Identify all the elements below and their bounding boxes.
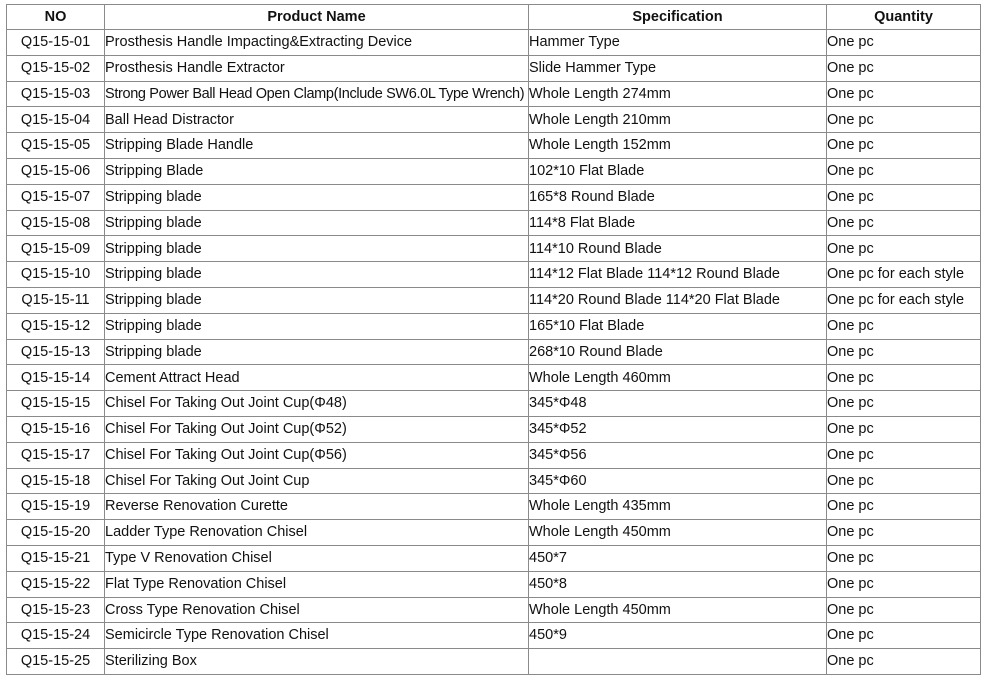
- cell-item-number: Q15-15-24: [7, 623, 105, 649]
- cell-quantity: One pc: [827, 494, 981, 520]
- cell-product-name: Ball Head Distractor: [105, 107, 529, 133]
- table-row: [7, 262, 981, 288]
- cell-quantity: One pc: [827, 571, 981, 597]
- cell-quantity: One pc: [827, 391, 981, 417]
- table-body: [7, 30, 981, 675]
- table-row: [7, 571, 981, 597]
- column-header-quantity: Quantity: [827, 5, 981, 30]
- cell-product-name: Prosthesis Handle Impacting&Extracting Device: [105, 30, 529, 56]
- cell-quantity: One pc for each style: [827, 262, 981, 288]
- table-row: [7, 339, 981, 365]
- table-row: [7, 55, 981, 81]
- cell-product-name: Strong Power Ball Head Open Clamp(Include SW6.0L Type Wrench): [105, 81, 529, 107]
- cell-specification: 268*10 Round Blade: [529, 339, 827, 365]
- cell-product-name: Ladder Type Renovation Chisel: [105, 520, 529, 546]
- cell-quantity: One pc: [827, 597, 981, 623]
- cell-quantity: One pc: [827, 236, 981, 262]
- cell-item-number: Q15-15-19: [7, 494, 105, 520]
- cell-specification: 450*9: [529, 623, 827, 649]
- table-row: [7, 494, 981, 520]
- cell-product-name: Flat Type Renovation Chisel: [105, 571, 529, 597]
- cell-product-name: Stripping blade: [105, 313, 529, 339]
- cell-specification: 450*7: [529, 545, 827, 571]
- cell-item-number: Q15-15-22: [7, 571, 105, 597]
- cell-product-name: Chisel For Taking Out Joint Cup(Φ52): [105, 416, 529, 442]
- cell-specification: Slide Hammer Type: [529, 55, 827, 81]
- cell-product-name: Semicircle Type Renovation Chisel: [105, 623, 529, 649]
- cell-item-number: Q15-15-02: [7, 55, 105, 81]
- cell-quantity: One pc: [827, 416, 981, 442]
- cell-specification: Whole Length 152mm: [529, 133, 827, 159]
- cell-quantity: One pc for each style: [827, 287, 981, 313]
- table-row: [7, 81, 981, 107]
- cell-product-name: Cross Type Renovation Chisel: [105, 597, 529, 623]
- cell-quantity: One pc: [827, 133, 981, 159]
- cell-specification: 165*8 Round Blade: [529, 184, 827, 210]
- cell-product-name: Stripping blade: [105, 262, 529, 288]
- cell-specification: Whole Length 450mm: [529, 520, 827, 546]
- cell-item-number: Q15-15-11: [7, 287, 105, 313]
- cell-item-number: Q15-15-12: [7, 313, 105, 339]
- product-table: [6, 4, 981, 675]
- cell-quantity: One pc: [827, 468, 981, 494]
- table-header-row: [7, 5, 981, 30]
- cell-specification: 114*8 Flat Blade: [529, 210, 827, 236]
- cell-product-name: Chisel For Taking Out Joint Cup(Φ56): [105, 442, 529, 468]
- table-row: [7, 133, 981, 159]
- cell-product-name: Reverse Renovation Curette: [105, 494, 529, 520]
- cell-item-number: Q15-15-01: [7, 30, 105, 56]
- cell-item-number: Q15-15-15: [7, 391, 105, 417]
- cell-specification: 114*12 Flat Blade 114*12 Round Blade: [529, 262, 827, 288]
- cell-specification: 345*Φ52: [529, 416, 827, 442]
- cell-specification: Whole Length 435mm: [529, 494, 827, 520]
- column-header-product-name: Product Name: [105, 5, 529, 30]
- cell-item-number: Q15-15-06: [7, 158, 105, 184]
- cell-specification: 114*10 Round Blade: [529, 236, 827, 262]
- cell-item-number: Q15-15-23: [7, 597, 105, 623]
- cell-product-name: Stripping blade: [105, 287, 529, 313]
- cell-product-name: Type V Renovation Chisel: [105, 545, 529, 571]
- cell-product-name: Prosthesis Handle Extractor: [105, 55, 529, 81]
- cell-specification: 102*10 Flat Blade: [529, 158, 827, 184]
- column-header-no: NO: [7, 5, 105, 30]
- cell-product-name: Chisel For Taking Out Joint Cup(Φ48): [105, 391, 529, 417]
- cell-item-number: Q15-15-10: [7, 262, 105, 288]
- cell-product-name: Cement Attract Head: [105, 365, 529, 391]
- table-row: [7, 184, 981, 210]
- table-row: [7, 313, 981, 339]
- cell-quantity: One pc: [827, 520, 981, 546]
- cell-specification: 165*10 Flat Blade: [529, 313, 827, 339]
- cell-item-number: Q15-15-07: [7, 184, 105, 210]
- cell-product-name: Chisel For Taking Out Joint Cup: [105, 468, 529, 494]
- cell-item-number: Q15-15-17: [7, 442, 105, 468]
- table-row: [7, 365, 981, 391]
- cell-product-name: Stripping Blade Handle: [105, 133, 529, 159]
- table-row: [7, 30, 981, 56]
- table-row: [7, 107, 981, 133]
- cell-item-number: Q15-15-18: [7, 468, 105, 494]
- cell-specification: 450*8: [529, 571, 827, 597]
- cell-quantity: One pc: [827, 545, 981, 571]
- table-row: [7, 623, 981, 649]
- table-row: [7, 416, 981, 442]
- cell-product-name: Sterilizing Box: [105, 649, 529, 675]
- table-row: [7, 520, 981, 546]
- cell-item-number: Q15-15-25: [7, 649, 105, 675]
- cell-item-number: Q15-15-08: [7, 210, 105, 236]
- cell-product-name: Stripping blade: [105, 210, 529, 236]
- cell-quantity: One pc: [827, 210, 981, 236]
- cell-quantity: One pc: [827, 313, 981, 339]
- cell-item-number: Q15-15-13: [7, 339, 105, 365]
- table-row: [7, 210, 981, 236]
- cell-quantity: One pc: [827, 30, 981, 56]
- cell-item-number: Q15-15-09: [7, 236, 105, 262]
- cell-item-number: Q15-15-21: [7, 545, 105, 571]
- cell-specification: 345*Φ48: [529, 391, 827, 417]
- cell-specification: 114*20 Round Blade 114*20 Flat Blade: [529, 287, 827, 313]
- cell-quantity: One pc: [827, 365, 981, 391]
- cell-specification: Whole Length 274mm: [529, 81, 827, 107]
- cell-specification: [529, 649, 827, 675]
- cell-specification: 345*Φ60: [529, 468, 827, 494]
- table-row: [7, 649, 981, 675]
- table-row: [7, 391, 981, 417]
- table-row: [7, 597, 981, 623]
- cell-product-name: Stripping Blade: [105, 158, 529, 184]
- table-row: [7, 236, 981, 262]
- cell-item-number: Q15-15-20: [7, 520, 105, 546]
- cell-item-number: Q15-15-03: [7, 81, 105, 107]
- cell-quantity: One pc: [827, 649, 981, 675]
- table-row: [7, 545, 981, 571]
- cell-specification: Whole Length 210mm: [529, 107, 827, 133]
- table-row: [7, 287, 981, 313]
- cell-quantity: One pc: [827, 158, 981, 184]
- cell-quantity: One pc: [827, 107, 981, 133]
- table-row: [7, 442, 981, 468]
- cell-product-name: Stripping blade: [105, 339, 529, 365]
- cell-specification: Whole Length 450mm: [529, 597, 827, 623]
- cell-quantity: One pc: [827, 81, 981, 107]
- column-header-specification: Specification: [529, 5, 827, 30]
- cell-specification: Whole Length 460mm: [529, 365, 827, 391]
- cell-item-number: Q15-15-16: [7, 416, 105, 442]
- cell-quantity: One pc: [827, 184, 981, 210]
- cell-item-number: Q15-15-04: [7, 107, 105, 133]
- cell-quantity: One pc: [827, 623, 981, 649]
- cell-specification: 345*Φ56: [529, 442, 827, 468]
- cell-item-number: Q15-15-14: [7, 365, 105, 391]
- table-row: [7, 468, 981, 494]
- cell-specification: Hammer Type: [529, 30, 827, 56]
- cell-quantity: One pc: [827, 339, 981, 365]
- cell-product-name: Stripping blade: [105, 236, 529, 262]
- cell-quantity: One pc: [827, 442, 981, 468]
- cell-item-number: Q15-15-05: [7, 133, 105, 159]
- cell-quantity: One pc: [827, 55, 981, 81]
- table-row: [7, 158, 981, 184]
- cell-product-name: Stripping blade: [105, 184, 529, 210]
